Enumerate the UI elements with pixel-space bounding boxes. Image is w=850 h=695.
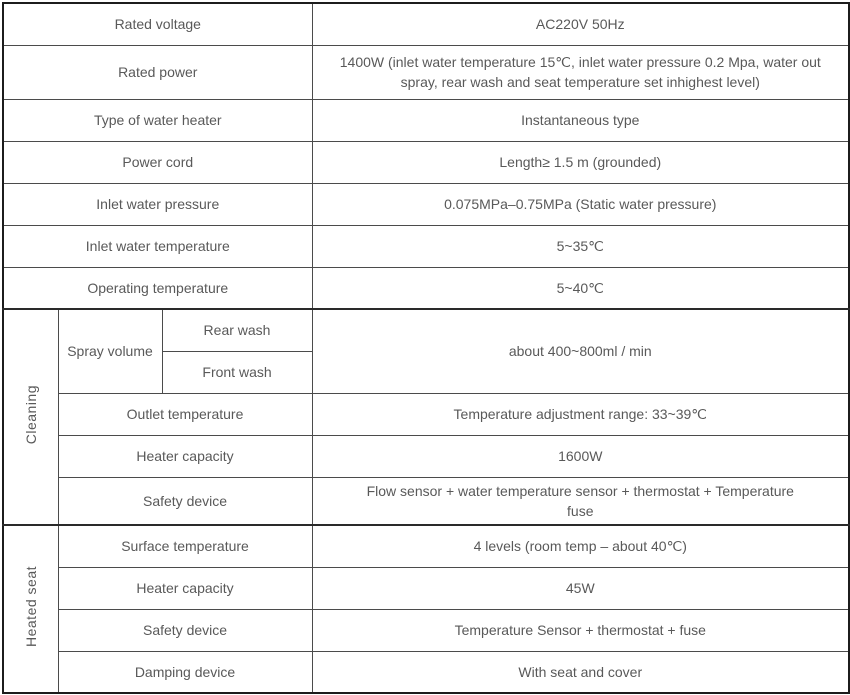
spec-label-power-cord: Power cord xyxy=(3,141,312,183)
table-row-operating-temperature xyxy=(3,267,849,309)
spec-value-cleaning-safety-device xyxy=(312,477,849,525)
spec-label-spray-volume: Spray volume xyxy=(58,309,162,393)
spec-label-rated-voltage: Rated voltage xyxy=(3,3,312,45)
spec-value-damping-device: With seat and cover xyxy=(312,651,849,693)
spec-label-outlet-temperature: Outlet temperature xyxy=(58,393,312,435)
spec-value-cleaning-heater-capacity: 1600W xyxy=(312,435,849,477)
spec-sublabel-rear-wash: Rear wash xyxy=(162,309,312,351)
spec-value-rated-power xyxy=(312,45,849,99)
spec-value-power-cord: Length≥ 1.5 m (grounded) xyxy=(312,141,849,183)
spec-label-surface-temperature: Surface temperature xyxy=(58,525,312,567)
spec-label-operating-temperature: Operating temperature xyxy=(3,267,312,309)
section-cell-cleaning xyxy=(3,309,58,525)
table-row-damping-device xyxy=(3,651,849,693)
table-row-water-heater-type xyxy=(3,99,849,141)
table-row-cleaning-heater-capacity xyxy=(3,435,849,477)
table-row-seat-heater-capacity xyxy=(3,567,849,609)
table-row-rated-voltage xyxy=(3,3,849,45)
spec-value-spray-volume: about 400~800ml / min xyxy=(312,309,849,393)
spec-value-text: 1400W (inlet water temperature 15℃, inlet water pressure 0.2 Mpa, water out spray, rear wash and seat temperature set inhighest level) xyxy=(339,53,821,90)
spec-sublabel-front-wash: Front wash xyxy=(162,351,312,393)
spec-label-seat-safety-device: Safety device xyxy=(58,609,312,651)
section-label-heated-seat: Heated seat xyxy=(22,565,39,647)
table-row-surface-temperature xyxy=(3,525,849,567)
spec-value-inlet-water-pressure: 0.075MPa–0.75MPa (Static water pressure) xyxy=(312,183,849,225)
spec-value-surface-temperature: 4 levels (room temp – about 40℃) xyxy=(312,525,849,567)
section-label-cleaning: Cleaning xyxy=(22,384,39,445)
spec-label-cleaning-safety-device: Safety device xyxy=(58,477,312,525)
table-row-power-cord xyxy=(3,141,849,183)
spec-value-outlet-temperature: Temperature adjustment range: 33~39℃ xyxy=(312,393,849,435)
spec-label-water-heater-type: Type of water heater xyxy=(3,99,312,141)
table-row-seat-safety-device xyxy=(3,609,849,651)
specification-table xyxy=(2,2,850,694)
spec-value-text: Flow sensor + water temperature sensor + thermostat + Temperature fuse xyxy=(366,482,794,519)
spec-value-seat-heater-capacity: 45W xyxy=(312,567,849,609)
table-row-rated-power xyxy=(3,45,849,99)
spec-label-seat-heater-capacity: Heater capacity xyxy=(58,567,312,609)
table-row-inlet-water-temperature xyxy=(3,225,849,267)
section-cell-heated-seat xyxy=(3,525,58,693)
spec-value-inlet-water-temperature: 5~35℃ xyxy=(312,225,849,267)
table-row-cleaning-safety-device xyxy=(3,477,849,525)
spec-value-water-heater-type: Instantaneous type xyxy=(312,99,849,141)
spec-value-rated-voltage: AC220V 50Hz xyxy=(312,3,849,45)
spec-label-damping-device: Damping device xyxy=(58,651,312,693)
spec-value-seat-safety-device: Temperature Sensor + thermostat + fuse xyxy=(312,609,849,651)
spec-label-cleaning-heater-capacity: Heater capacity xyxy=(58,435,312,477)
spec-value-operating-temperature: 5~40℃ xyxy=(312,267,849,309)
spec-label-inlet-water-pressure: Inlet water pressure xyxy=(3,183,312,225)
table-row-outlet-temperature xyxy=(3,393,849,435)
table-row-inlet-water-pressure xyxy=(3,183,849,225)
table-row-spray-rear-wash xyxy=(3,309,849,351)
spec-label-inlet-water-temperature: Inlet water temperature xyxy=(3,225,312,267)
spec-label-rated-power: Rated power xyxy=(3,45,312,99)
